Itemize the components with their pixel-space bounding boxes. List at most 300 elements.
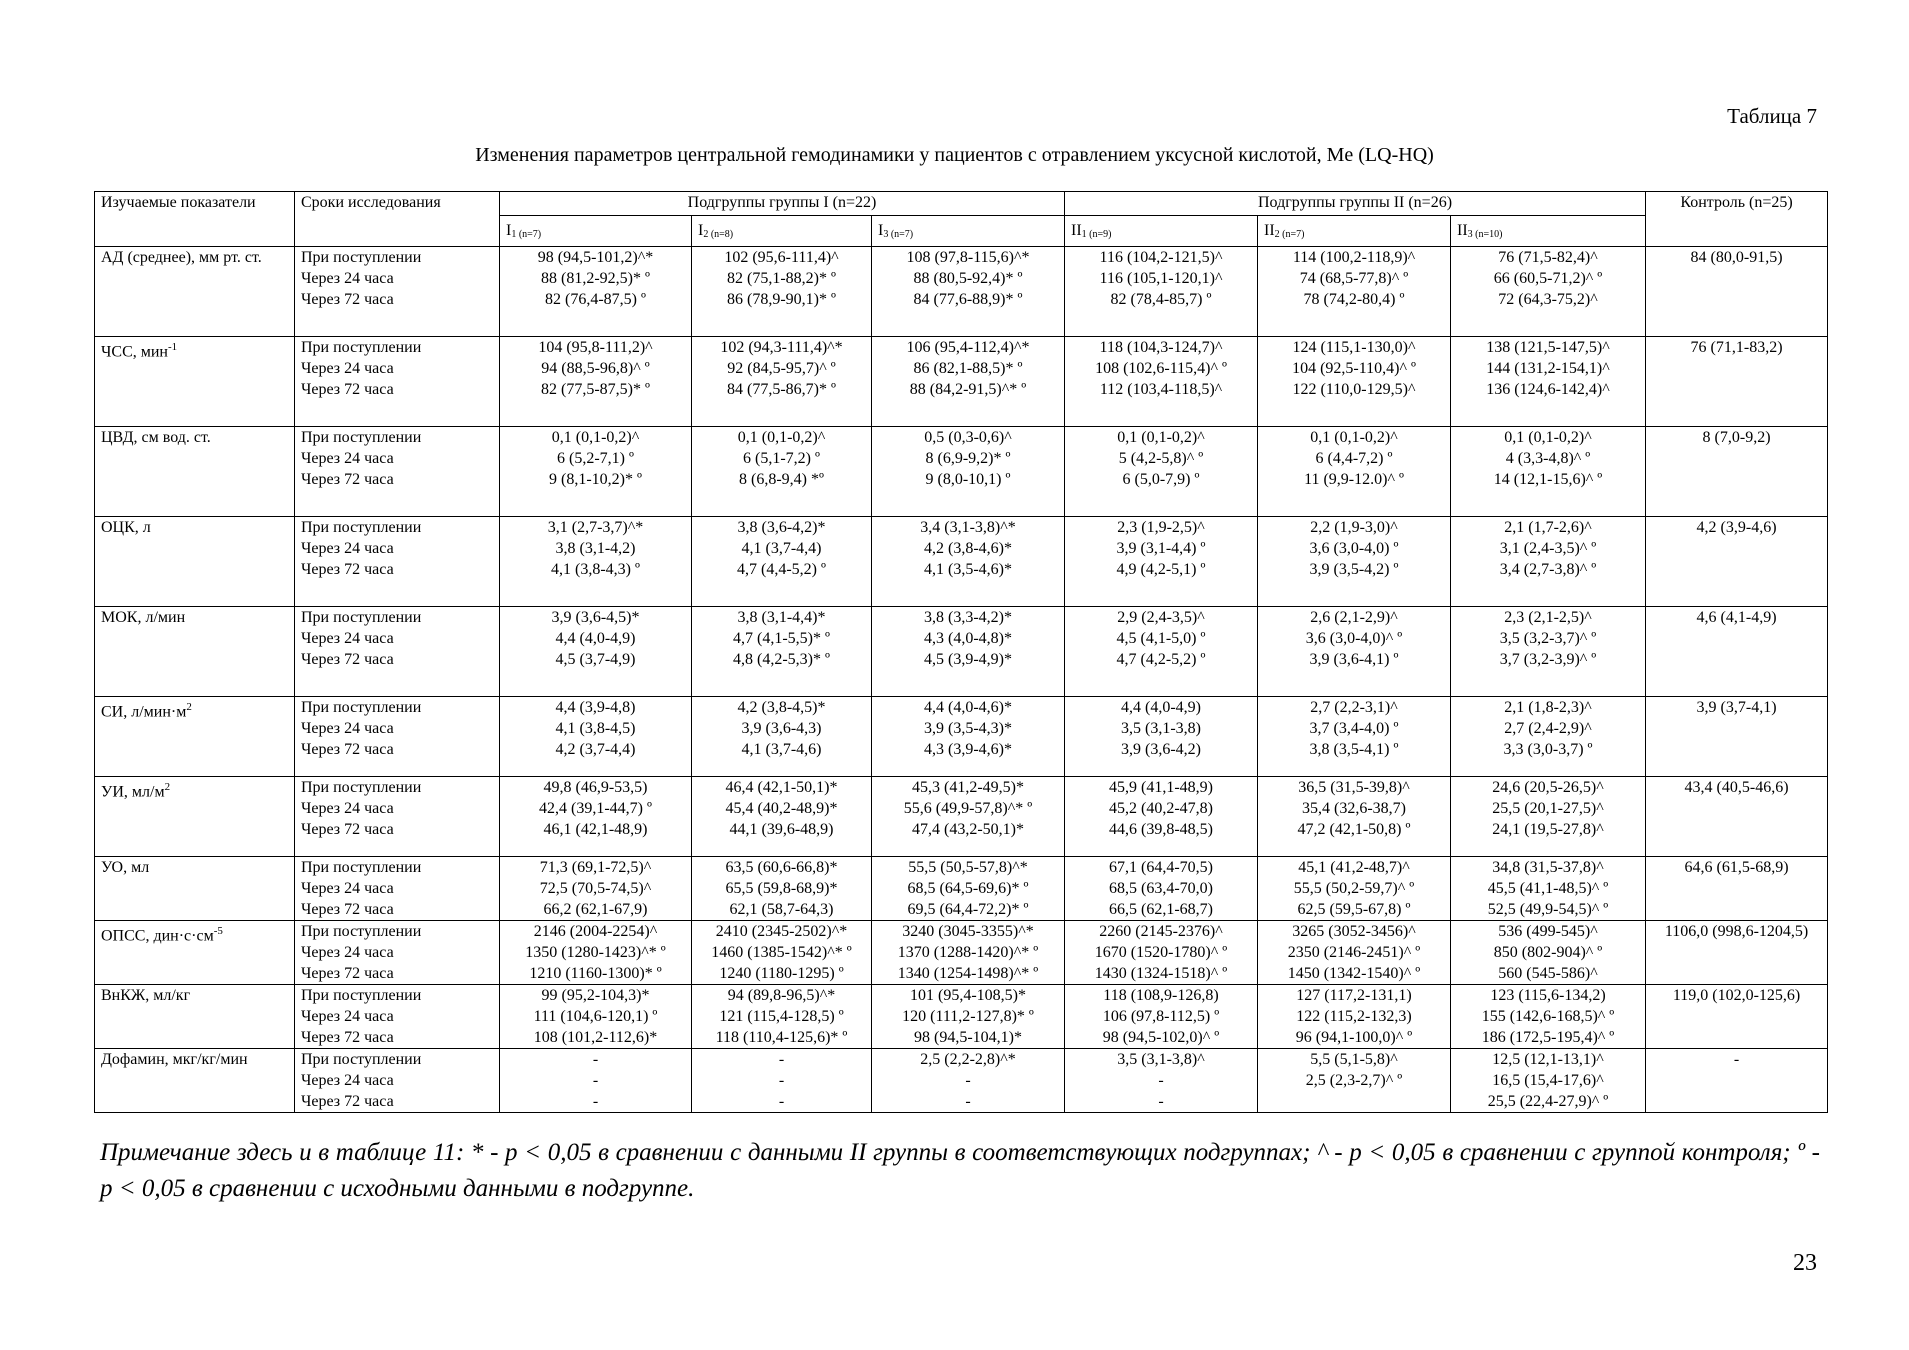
value-text: 4,7 (4,1-5,5)* º xyxy=(733,630,830,647)
row-timepoints xyxy=(295,607,500,697)
value-cell-subgroup-4 xyxy=(1065,697,1258,777)
value-text: 3,9 (3,5-4,3)* xyxy=(924,720,1012,737)
value-text: - xyxy=(778,1072,785,1089)
subgroup-count: 2 (n=7) xyxy=(1274,228,1305,240)
value-text: 3,5 (3,2-3,7)^ º xyxy=(1499,630,1597,647)
timepoint-label: При поступлении xyxy=(301,699,422,716)
value-text: - xyxy=(1158,1093,1164,1110)
value-text: 86 (82,1-88,5)* º xyxy=(913,360,1023,377)
subgroup-header-1 xyxy=(500,216,692,247)
value-text: 108 (97,8-115,6)^* xyxy=(906,249,1030,266)
value-text: 45,9 (41,1-48,9) xyxy=(1109,779,1213,796)
value-cell-subgroup-4 xyxy=(1065,985,1258,1049)
value-cell-subgroup-2 xyxy=(692,427,872,517)
value-cell-subgroup-5 xyxy=(1258,697,1451,777)
value-text: 4,5 (4,1-5,0) º xyxy=(1116,630,1206,647)
value-text: 3,8 (3,1-4,4)* xyxy=(737,609,826,626)
timepoint-label: При поступлении xyxy=(301,429,422,446)
value-text: 2,3 (1,9-2,5)^ xyxy=(1117,519,1205,536)
value-text: 4,1 (3,5-4,6)* xyxy=(924,561,1012,578)
row-parameter: ОПСС, $дин\cdot с\cdot см^{-5}$ xyxy=(95,921,295,985)
hemodynamics-table xyxy=(94,191,1828,1113)
value-text: 46,4 (42,1-50,1)* xyxy=(725,779,838,796)
value-text: 67,1 (64,4-70,5) xyxy=(1109,859,1213,876)
value-text: 11 (9,9-12.0)^ º xyxy=(1304,471,1404,488)
table-row xyxy=(95,607,1828,697)
value-text: 3,7 (3,4-4,0) º xyxy=(1309,720,1399,737)
value-text: 5,5 (5,1-5,8)^ xyxy=(1310,1051,1398,1068)
value-text: 4,1 (3,8-4,3) º xyxy=(551,561,640,578)
value-cell-subgroup-3 xyxy=(872,517,1065,607)
row-timepoints xyxy=(295,247,500,337)
subgroup-count: 1 (n=7) xyxy=(511,228,542,240)
value-text: 3,8 (3,6-4,2)* xyxy=(737,519,826,536)
value-text: 94 (88,5-96,8)^ º xyxy=(541,360,650,377)
timepoint-label: При поступлении xyxy=(301,519,422,536)
value-text: 84 (77,6-88,9)* º xyxy=(913,291,1023,308)
value-text: 101 (95,4-108,5)* xyxy=(910,987,1026,1004)
value-text: 47,2 (42,1-50,8) º xyxy=(1297,821,1411,838)
value-text: 1210 (1160-1300)* º xyxy=(529,965,662,982)
table-row xyxy=(95,985,1828,1049)
table-row xyxy=(95,337,1828,427)
table-row xyxy=(95,857,1828,921)
timepoint-label: Через 24 часа xyxy=(301,450,394,467)
header-group-1: Подгруппы группы I (n=22) xyxy=(500,192,1065,216)
value-cell-subgroup-4 xyxy=(1065,777,1258,857)
value-text: 72,5 (70,5-74,5)^ xyxy=(539,880,652,897)
value-cell-subgroup-1 xyxy=(500,777,692,857)
value-text: 6 (5,2-7,1) º xyxy=(557,450,634,467)
timepoint-label: Через 72 часа xyxy=(301,1093,394,1110)
value-cell-subgroup-2 xyxy=(692,985,872,1049)
value-cell-subgroup-6 xyxy=(1451,427,1646,517)
row-parameter: УО, мл xyxy=(95,857,295,921)
value-text: 68,5 (64,5-69,6)* º xyxy=(907,880,1029,897)
value-text: 0,5 (0,3-0,6)^ xyxy=(924,429,1012,446)
table-title: Изменения параметров центральной гемодинамики у пациентов с отравлением уксусной кислотой, Me (LQ-HQ) xyxy=(475,144,1434,166)
row-parameter: ЦВД, см вод. ст. xyxy=(95,427,295,517)
value-text: 3,4 (3,1-3,8)^* xyxy=(920,519,1016,536)
timepoint-label: При поступлении xyxy=(301,923,422,940)
value-cell-subgroup-5 xyxy=(1258,777,1451,857)
value-cell-subgroup-1 xyxy=(500,921,692,985)
value-cell-subgroup-1 xyxy=(500,985,692,1049)
value-text: 82 (76,4-87,5) º xyxy=(545,291,646,308)
value-text: 0,1 (0,1-0,2)^ xyxy=(737,429,826,446)
value-text: 45,2 (40,2-47,8) xyxy=(1109,800,1213,817)
timepoint-label: Через 72 часа xyxy=(301,901,394,918)
value-text: 4,3 (3,9-4,6)* xyxy=(924,741,1012,758)
timepoint-label: При поступлении xyxy=(301,339,422,356)
value-text: - xyxy=(592,1051,599,1068)
control-value: 119,0 (102,0-125,6) xyxy=(1646,985,1828,1049)
value-text: 4,5 (3,7-4,9) xyxy=(555,651,636,668)
header-param: Изучаемые показатели xyxy=(95,192,295,247)
value-text: 2,5 (2,3-2,7)^ º xyxy=(1305,1072,1403,1089)
value-text: 69,5 (64,4-72,2)* º xyxy=(907,901,1029,918)
value-text: 112 (103,4-118,5)^ xyxy=(1099,381,1223,398)
value-text: 108 (101,2-112,6)* xyxy=(533,1029,658,1046)
value-cell-subgroup-2 xyxy=(692,777,872,857)
value-text: 144 (131,2-154,1)^ xyxy=(1486,360,1610,377)
value-cell-subgroup-2 xyxy=(692,1049,872,1113)
row-timepoints xyxy=(295,697,500,777)
value-text: 560 (545-586)^ xyxy=(1498,965,1598,982)
value-text: 118 (110,4-125,6)* º xyxy=(715,1029,848,1046)
value-cell-subgroup-5 xyxy=(1258,337,1451,427)
value-cell-subgroup-5 xyxy=(1258,1049,1451,1113)
value-cell-subgroup-1 xyxy=(500,857,692,921)
header-control: Контроль (n=25) xyxy=(1646,192,1828,247)
timepoint-label: При поступлении xyxy=(301,859,422,876)
timepoint-label: Через 72 часа xyxy=(301,381,394,398)
value-text: 104 (92,5-110,4)^ º xyxy=(1292,360,1416,377)
table-row xyxy=(95,777,1828,857)
value-text: 74 (68,5-77,8)^ º xyxy=(1299,270,1409,287)
subgroup-label: I xyxy=(878,221,884,239)
value-text: 78 (74,2-80,4) º xyxy=(1303,291,1405,308)
value-text: 1350 (1280-1423)^* º xyxy=(525,944,666,961)
row-timepoints xyxy=(295,921,500,985)
subgroup-header-3 xyxy=(872,216,1065,247)
timepoint-label: При поступлении xyxy=(301,1051,422,1068)
unit-exponent: 2 xyxy=(186,701,192,713)
row-timepoints xyxy=(295,985,500,1049)
value-text: 3,9 (3,6-4,2) xyxy=(1121,741,1201,758)
control-value: - xyxy=(1646,1049,1828,1113)
value-text: 82 (75,1-88,2)* º xyxy=(727,270,836,287)
value-text: 6 (4,4-7,2) º xyxy=(1315,450,1393,467)
value-text: 68,5 (63,4-70,0) xyxy=(1109,880,1213,897)
value-cell-subgroup-3 xyxy=(872,247,1065,337)
value-text: 6 (5,1-7,2) º xyxy=(743,450,820,467)
control-value: 8 (7,0-9,2) xyxy=(1646,427,1828,517)
value-cell-subgroup-2 xyxy=(692,857,872,921)
value-text: 49,8 (46,9-53,5) xyxy=(543,779,648,796)
subgroup-label: I xyxy=(506,221,512,239)
value-text: 14 (12,1-15,6)^ º xyxy=(1493,471,1603,488)
value-text: 0,1 (0,1-0,2)^ xyxy=(551,429,640,446)
value-text: 4,7 (4,4-5,2) º xyxy=(737,561,826,578)
value-text: 3265 (3052-3456)^ xyxy=(1292,923,1416,940)
value-text: 25,5 (20,1-27,5)^ xyxy=(1492,800,1604,817)
value-text: 3,8 (3,1-4,2) xyxy=(555,540,636,557)
value-text: 3,1 (2,7-3,7)^* xyxy=(547,519,644,536)
header-time: Сроки исследования xyxy=(295,192,500,247)
value-cell-subgroup-6 xyxy=(1451,921,1646,985)
value-text: 3,3 (3,0-3,7) º xyxy=(1503,741,1593,758)
timepoint-label: Через 72 часа xyxy=(301,471,394,488)
value-text: 106 (97,8-112,5) º xyxy=(1102,1008,1220,1025)
value-text: - xyxy=(778,1093,785,1110)
value-cell-subgroup-3 xyxy=(872,985,1065,1049)
value-text: 4,4 (4,0-4,9) xyxy=(1121,699,1201,716)
value-text: 116 (105,1-120,1)^ xyxy=(1099,270,1223,287)
subgroup-header-6 xyxy=(1451,216,1646,247)
subgroup-label: II xyxy=(1071,221,1082,239)
timepoint-label: Через 24 часа xyxy=(301,540,394,557)
value-text: 123 (115,6-134,2) xyxy=(1490,987,1606,1004)
value-text: 92 (84,5-95,7)^ º xyxy=(727,360,836,377)
value-text: 24,1 (19,5-27,8)^ xyxy=(1492,821,1604,838)
value-text: 9 (8,1-10,2)* º xyxy=(549,471,642,488)
value-text: 2,1 (1,8-2,3)^ xyxy=(1504,699,1592,716)
timepoint-label: Через 24 часа xyxy=(301,880,394,897)
value-cell-subgroup-6 xyxy=(1451,985,1646,1049)
value-cell-subgroup-5 xyxy=(1258,517,1451,607)
value-text: - xyxy=(778,1051,785,1068)
value-text: 45,3 (41,2-49,5)* xyxy=(912,779,1024,796)
value-text: 3,5 (3,1-3,8)^ xyxy=(1117,1051,1205,1068)
value-text: 94 (89,8-96,5)^* xyxy=(727,987,836,1004)
header-row xyxy=(95,192,1828,216)
value-text: 4 (3,3-4,8)^ º xyxy=(1505,450,1591,467)
value-text: 3,9 (3,6-4,1) º xyxy=(1309,651,1399,668)
value-cell-subgroup-4 xyxy=(1065,607,1258,697)
value-text: 42,4 (39,1-44,7) º xyxy=(539,800,652,817)
row-parameter: СИ, $л/мин\cdot м^2$ xyxy=(95,697,295,777)
value-text: 536 (499-545)^ xyxy=(1498,923,1598,940)
value-text: 111 (104,6-120,1) º xyxy=(533,1008,658,1025)
timepoint-label: Через 24 часа xyxy=(301,630,394,647)
value-text: 66,5 (62,1-68,7) xyxy=(1109,901,1213,918)
value-cell-subgroup-4 xyxy=(1065,1049,1258,1113)
control-value: 3,9 (3,7-4,1) xyxy=(1646,697,1828,777)
value-text: 3,6 (3,0-4,0) º xyxy=(1309,540,1399,557)
row-timepoints xyxy=(295,517,500,607)
value-text: - xyxy=(1158,1072,1164,1089)
value-text: 120 (111,2-127,8)* º xyxy=(902,1008,1034,1025)
table-row xyxy=(95,517,1828,607)
value-text: 2410 (2345-2502)^* xyxy=(715,923,848,940)
unit-exponent: 2 xyxy=(164,781,171,793)
value-text: 16,5 (15,4-17,6)^ xyxy=(1492,1072,1604,1089)
value-text: 4,9 (4,2-5,1) º xyxy=(1116,561,1206,578)
value-cell-subgroup-6 xyxy=(1451,857,1646,921)
row-timepoints xyxy=(295,337,500,427)
value-text: 127 (117,2-131,1) xyxy=(1296,987,1412,1004)
control-value: 76 (71,1-83,2) xyxy=(1646,337,1828,427)
value-text: 104 (95,8-111,2)^ xyxy=(538,339,653,356)
value-cell-subgroup-3 xyxy=(872,697,1065,777)
row-parameter: МОК, л/мин xyxy=(95,607,295,697)
value-text: 2,1 (1,7-2,6)^ xyxy=(1504,519,1592,536)
subgroup-label: II xyxy=(1457,221,1468,239)
value-text: 136 (124,6-142,4)^ xyxy=(1486,381,1610,398)
value-cell-subgroup-4 xyxy=(1065,857,1258,921)
value-text: 71,3 (69,1-72,5)^ xyxy=(539,859,652,876)
value-text: 2,7 (2,4-2,9)^ xyxy=(1504,720,1592,737)
value-text: 35,4 (32,6-38,7) xyxy=(1302,800,1406,817)
value-cell-subgroup-3 xyxy=(872,1049,1065,1113)
value-cell-subgroup-2 xyxy=(692,607,872,697)
value-text: 99 (95,2-104,3)* xyxy=(541,987,650,1004)
value-text: 2,2 (1,9-3,0)^ xyxy=(1310,519,1398,536)
value-text: 8 (6,9-9,2)* º xyxy=(925,450,1011,467)
subgroup-label: II xyxy=(1264,221,1275,239)
value-text: 47,4 (43,2-50,1)* xyxy=(912,821,1024,838)
value-text: 3,9 (3,1-4,4) º xyxy=(1116,540,1206,557)
value-text: 96 (94,1-100,0)^ º xyxy=(1295,1029,1413,1046)
value-cell-subgroup-6 xyxy=(1451,777,1646,857)
value-text: 3,6 (3,0-4,0)^ º xyxy=(1305,630,1403,647)
value-cell-subgroup-5 xyxy=(1258,427,1451,517)
row-parameter: АД (среднее), мм рт. ст. xyxy=(95,247,295,337)
value-text: 72 (64,3-75,2)^ xyxy=(1498,291,1598,308)
subgroup-label: I xyxy=(698,221,704,239)
control-value: 4,2 (3,9-4,6) xyxy=(1646,517,1828,607)
value-text: 106 (95,4-112,4)^* xyxy=(906,339,1030,356)
value-text: 45,5 (41,1-48,5)^ º xyxy=(1487,880,1609,897)
subgroup-header-2 xyxy=(692,216,872,247)
subgroup-count: 2 (n=8) xyxy=(703,228,734,240)
subgroup-count: 3 (n=10) xyxy=(1467,228,1503,240)
timepoint-label: Через 72 часа xyxy=(301,965,394,982)
value-text: 82 (77,5-87,5)* º xyxy=(541,381,650,398)
value-cell-subgroup-4 xyxy=(1065,337,1258,427)
value-text: 121 (115,4-128,5) º xyxy=(719,1008,844,1025)
value-text: 4,4 (4,0-4,6)* xyxy=(924,699,1012,716)
value-cell-subgroup-5 xyxy=(1258,247,1451,337)
unit-exponent: -1 xyxy=(168,341,178,353)
value-text: 76 (71,5-82,4)^ xyxy=(1498,249,1598,266)
value-text: - xyxy=(592,1072,599,1089)
value-text: 9 (8,0-10,1) º xyxy=(925,471,1011,488)
value-text: 8 (6,8-9,4) *º xyxy=(739,471,824,488)
value-text: 34,8 (31,5-37,8)^ xyxy=(1492,859,1604,876)
value-text: 2350 (2146-2451)^ º xyxy=(1287,944,1421,961)
value-text: 98 (94,5-104,1)* xyxy=(914,1029,1022,1046)
control-value: 84 (80,0-91,5) xyxy=(1646,247,1828,337)
value-cell-subgroup-4 xyxy=(1065,921,1258,985)
value-text: 3,5 (3,1-3,8) xyxy=(1121,720,1201,737)
table-row xyxy=(95,921,1828,985)
value-text: 88 (80,5-92,4)* º xyxy=(913,270,1023,287)
value-text: 45,4 (40,2-48,9)* xyxy=(725,800,838,817)
value-text: 2,9 (2,4-3,5)^ xyxy=(1117,609,1205,626)
value-text: 4,2 (3,8-4,5)* xyxy=(737,699,826,716)
value-text: 3,4 (2,7-3,8)^ º xyxy=(1499,561,1597,578)
value-cell-subgroup-2 xyxy=(692,697,872,777)
value-text: 2,5 (2,2-2,8)^* xyxy=(920,1051,1016,1068)
value-cell-subgroup-2 xyxy=(692,337,872,427)
value-text: 55,6 (49,9-57,8)^* º xyxy=(903,800,1033,817)
value-cell-subgroup-6 xyxy=(1451,247,1646,337)
row-timepoints xyxy=(295,777,500,857)
value-text: 12,5 (12,1-13,1)^ xyxy=(1492,1051,1604,1068)
timepoint-label: Через 72 часа xyxy=(301,741,394,758)
row-parameter: ЧСС, мин$^{-1}$ xyxy=(95,337,295,427)
value-text: 86 (78,9-90,1)* º xyxy=(727,291,836,308)
value-cell-subgroup-3 xyxy=(872,777,1065,857)
value-text: 4,3 (4,0-4,8)* xyxy=(924,630,1012,647)
row-parameter: УИ, $мл/м^2$ xyxy=(95,777,295,857)
unit-exponent: -5 xyxy=(213,925,223,937)
value-text: 1430 (1324-1518)^ º xyxy=(1094,965,1228,982)
value-cell-subgroup-3 xyxy=(872,921,1065,985)
row-timepoints xyxy=(295,1049,500,1113)
row-parameter: Дофамин, мкг/кг/мин xyxy=(95,1049,295,1113)
value-text: 2,3 (2,1-2,5)^ xyxy=(1504,609,1592,626)
value-text: 155 (142,6-168,5)^ º xyxy=(1481,1008,1615,1025)
value-cell-subgroup-6 xyxy=(1451,607,1646,697)
value-text: 114 (100,2-118,9)^ xyxy=(1292,249,1416,266)
value-text: 4,1 (3,7-4,6) xyxy=(741,741,822,758)
timepoint-label: Через 72 часа xyxy=(301,291,394,308)
value-text: 0,1 (0,1-0,2)^ xyxy=(1310,429,1398,446)
value-text: - xyxy=(592,1093,599,1110)
value-text: 3,9 (3,5-4,2) º xyxy=(1309,561,1399,578)
value-cell-subgroup-2 xyxy=(692,517,872,607)
timepoint-label: Через 24 часа xyxy=(301,720,394,737)
value-text: 124 (115,1-130,0)^ xyxy=(1292,339,1416,356)
value-cell-subgroup-2 xyxy=(692,921,872,985)
value-text: 88 (81,2-92,5)* º xyxy=(541,270,650,287)
value-text: 2260 (2145-2376)^ xyxy=(1099,923,1223,940)
value-text: 102 (95,6-111,4)^ xyxy=(724,249,839,266)
value-cell-subgroup-6 xyxy=(1451,337,1646,427)
value-text: 55,5 (50,2-59,7)^ º xyxy=(1293,880,1415,897)
value-text: 1370 (1288-1420)^* º xyxy=(897,944,1039,961)
value-cell-subgroup-3 xyxy=(872,427,1065,517)
value-cell-subgroup-4 xyxy=(1065,247,1258,337)
value-cell-subgroup-4 xyxy=(1065,427,1258,517)
row-parameter: ВнКЖ, мл/кг xyxy=(95,985,295,1049)
table-note: Примечание здесь и в таблице 11: * - p < 0,05 в сравнении с данными II группы в соответствующих подгруппах; ^ - p < 0,05 в сравнении с группой контроля; º - p < 0,05 в сравнении с исходными данными в подгруппе. xyxy=(100,1139,1820,1202)
table-row xyxy=(95,247,1828,337)
value-text: 82 (78,4-85,7) º xyxy=(1110,291,1212,308)
value-text: 44,1 (39,6-48,9) xyxy=(729,821,834,838)
value-cell-subgroup-6 xyxy=(1451,697,1646,777)
timepoint-label: При поступлении xyxy=(301,987,422,1004)
value-text: 0,1 (0,1-0,2)^ xyxy=(1504,429,1592,446)
value-text: 63,5 (60,6-66,8)* xyxy=(725,859,838,876)
value-cell-subgroup-5 xyxy=(1258,985,1451,1049)
timepoint-label: При поступлении xyxy=(301,779,422,796)
value-cell-subgroup-3 xyxy=(872,337,1065,427)
value-text: 1240 (1180-1295) º xyxy=(719,965,844,982)
value-text: 62,5 (59,5-67,8) º xyxy=(1297,901,1411,918)
value-text: 3,7 (3,2-3,9)^ º xyxy=(1499,651,1597,668)
value-cell-subgroup-5 xyxy=(1258,857,1451,921)
value-text: 5 (4,2-5,8)^ º xyxy=(1118,450,1204,467)
value-cell-subgroup-3 xyxy=(872,857,1065,921)
control-value: 4,6 (4,1-4,9) xyxy=(1646,607,1828,697)
value-text: 2,6 (2,1-2,9)^ xyxy=(1310,609,1398,626)
value-text: 4,1 (3,7-4,4) xyxy=(741,540,822,557)
value-text: 62,1 (58,7-64,3) xyxy=(729,901,834,918)
value-cell-subgroup-1 xyxy=(500,247,692,337)
value-text: 98 (94,5-102,0)^ º xyxy=(1102,1029,1220,1046)
timepoint-label: Через 72 часа xyxy=(301,821,394,838)
value-text: 98 (94,5-101,2)^* xyxy=(537,249,654,266)
value-text: 1450 (1342-1540)^ º xyxy=(1287,965,1421,982)
value-text: 1340 (1254-1498)^* º xyxy=(897,965,1039,982)
value-text: 1460 (1385-1542)^* º xyxy=(711,944,852,961)
value-text: 44,6 (39,8-48,5) xyxy=(1109,821,1213,838)
value-text: 118 (104,3-124,7)^ xyxy=(1099,339,1223,356)
value-text: 4,1 (3,8-4,5) xyxy=(555,720,636,737)
value-text: 46,1 (42,1-48,9) xyxy=(543,821,648,838)
timepoint-label: При поступлении xyxy=(301,609,422,626)
timepoint-label: Через 72 часа xyxy=(301,651,394,668)
value-text: 102 (94,3-111,4)^* xyxy=(720,339,843,356)
value-cell-subgroup-6 xyxy=(1451,517,1646,607)
value-cell-subgroup-1 xyxy=(500,1049,692,1113)
value-cell-subgroup-1 xyxy=(500,607,692,697)
value-text: 3,9 (3,6-4,5)* xyxy=(551,609,640,626)
